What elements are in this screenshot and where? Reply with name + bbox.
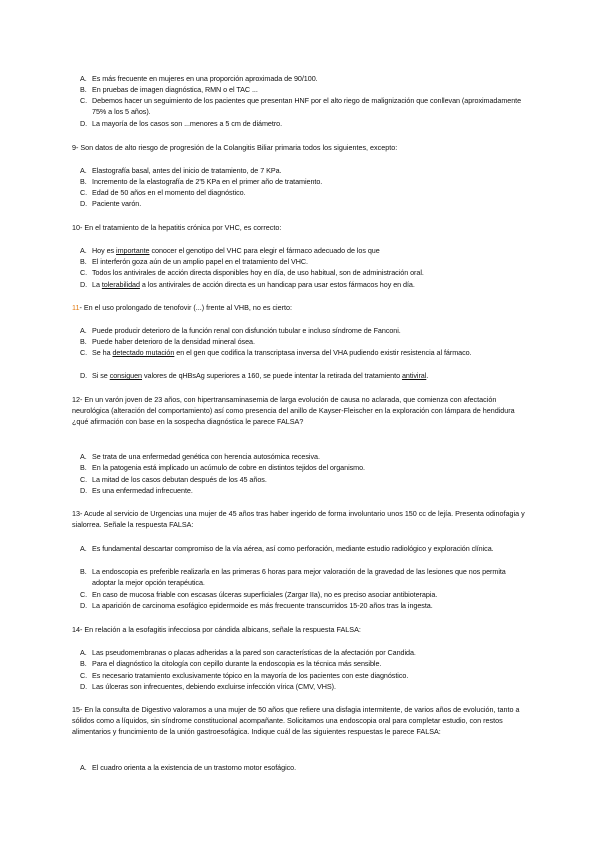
q9-option-c: C. Edad de 50 años en el momento del diagnóstico. [80, 188, 246, 197]
block1-option-c: C. Debemos hacer un seguimiento de los pacientes que presentan HNF por el alto riego de malignización que conllevan (aproximadamente 75% a los 5 años). [80, 96, 522, 116]
q9-option-d: D. Paciente varón. [80, 199, 142, 208]
q9-option-a: A. Elastografía basal, antes del inicio de tratamiento, de 7 KPa. [80, 166, 282, 175]
q14-option-d: D. Las úlceras son infrecuentes, debiendo excluirse infección vírica (CMV, VHS). [80, 682, 336, 691]
q13-option-a: A. Es fundamental descartar compromiso de la vía aérea, así como perforación, mediante estudio radiológico y exploración clínica. [80, 544, 494, 553]
q13-option-c: C. En caso de mucosa friable con escasas úlceras superficiales (Zargar IIa), no es preciso asociar antibioterapia. [80, 590, 438, 599]
q10-option-a: A. Hoy es importante conocer el genotipo del VHC para elegir el fármaco adecuado de los que [80, 246, 380, 255]
q14-option-c: C. Es necesario tratamiento exclusivamente tópico en la mayoría de los pacientes con este diagnóstico. [80, 671, 409, 680]
q10-stem: 10- En el tratamiento de la hepatitis crónica por VHC, es correcto: [72, 223, 282, 232]
q12-option-c: C. La mitad de los casos debutan después de los 45 años. [80, 475, 267, 484]
block1-option-d: D. La mayoría de los casos son ...menores a 5 cm de diámetro. [80, 119, 283, 128]
q9-stem: 9- Son datos de alto riesgo de progresión de la Colangitis Biliar primaria todos los siguientes, excepto: [72, 143, 398, 152]
q15-option-a: A. El cuadro orienta a la existencia de un trastorno motor esofágico. [80, 763, 297, 772]
q12-option-d: D. Es una enfermedad infrecuente. [80, 486, 193, 495]
q14-stem: 14- En relación a la esofagitis infecciosa por cándida albicans, señale la respuesta FALSA: [72, 625, 361, 634]
q11-option-c: C. Se ha detectado mutación en el gen que codifica la transcriptasa inversa del VHA pudiendo existir resistencia al fármaco. [80, 348, 472, 357]
q13-stem: 13- Acude al servicio de Urgencias una mujer de 45 años tras haber ingerido de forma involuntario unos 150 cc de lejía. Presenta odinofagia y sialorrea. Señale la respuesta FALSA: [72, 509, 525, 529]
q9-option-b: B. Incremento de la elastografía de 2'5 KPa en el primer año de tratamiento. [80, 177, 323, 186]
q15-stem: 15- En la consulta de Digestivo valoramos a una mujer de 50 años que refiere una disfagia intermitente, de varios años de evolución, tanto a sólidos como a líquidos, sin síndrome constitucional acompañante. Solicitamos una endoscopia oral para completar estudio, con restos alimentarios y fruncimiento de la unión gastroesofágica. Indique cuál de las siguientes respuestas le parece FALSA: [72, 705, 520, 736]
block1-option-a: A. Es más frecuente en mujeres en una proporción aproximada de 90/100. [80, 74, 318, 83]
q12-option-a: A. Se trata de una enfermedad genética con herencia autosómica recesiva. [80, 452, 320, 461]
q11-number: 11 [72, 303, 80, 312]
q11-option-a: A. Puede producir deterioro de la función renal con disfunción tubular e incluso síndrome de Fanconi. [80, 326, 401, 335]
q12-stem: 12- En un varón joven de 23 años, con hipertransaminasemia de larga evolución de causa no aclarada, que comienza con afectación neurológica (alteración del comportamiento) así como presencia del anillo de Kayser-Fleischer en la exploración con lámpara de hendidura ¿qué afirmación con base en la sospecha diagnóstica le parece FALSA? [72, 395, 515, 426]
q13-option-d: D. La aparición de carcinoma esofágico epidermoide es más frecuente transcurridos 15-20 años tras la ingesta. [80, 601, 433, 610]
q13-option-b: B. La endoscopia es preferible realizarla en las primeras 6 horas para mejor valoración de la gravedad de las lesiones que nos permita adoptar la mejor opción terapéutica. [80, 567, 506, 587]
q10-option-c: C. Todos los antivirales de acción directa disponibles hoy en día, de uso habitual, son de administración oral. [80, 268, 424, 277]
block1-option-b: B. En pruebas de imagen diagnóstica, RMN o el TAC ... [80, 85, 258, 94]
q14-option-b: B. Para el diagnóstico la citología con cepillo durante la endoscopia es la técnica más sensible. [80, 659, 382, 668]
q11-stem: 11- En el uso prolongado de tenofovir (...) frente al VHB, no es cierto: [72, 303, 293, 312]
q10-option-b: B. El interferón goza aún de un amplio papel en el tratamiento del VHC. [80, 257, 308, 266]
q14-option-a: A. Las pseudomembranas o placas adheridas a la pared son características de la afectación por Candida. [80, 648, 416, 657]
q11-option-b: B. Puede haber deterioro de la densidad mineral ósea. [80, 337, 255, 346]
q12-option-b: B. En la patogenia está implicado un acúmulo de cobre en distintos tejidos del organismo. [80, 463, 365, 472]
q11-option-d: D. Si se consiguen valores de qHBsAg superiores a 160, se puede intentar la retirada del tratamiento antiviral. [80, 371, 429, 380]
q10-option-d: D. La tolerabilidad a los antivirales de acción directa es un handicap para usar estos fármacos hoy en día. [80, 280, 415, 289]
